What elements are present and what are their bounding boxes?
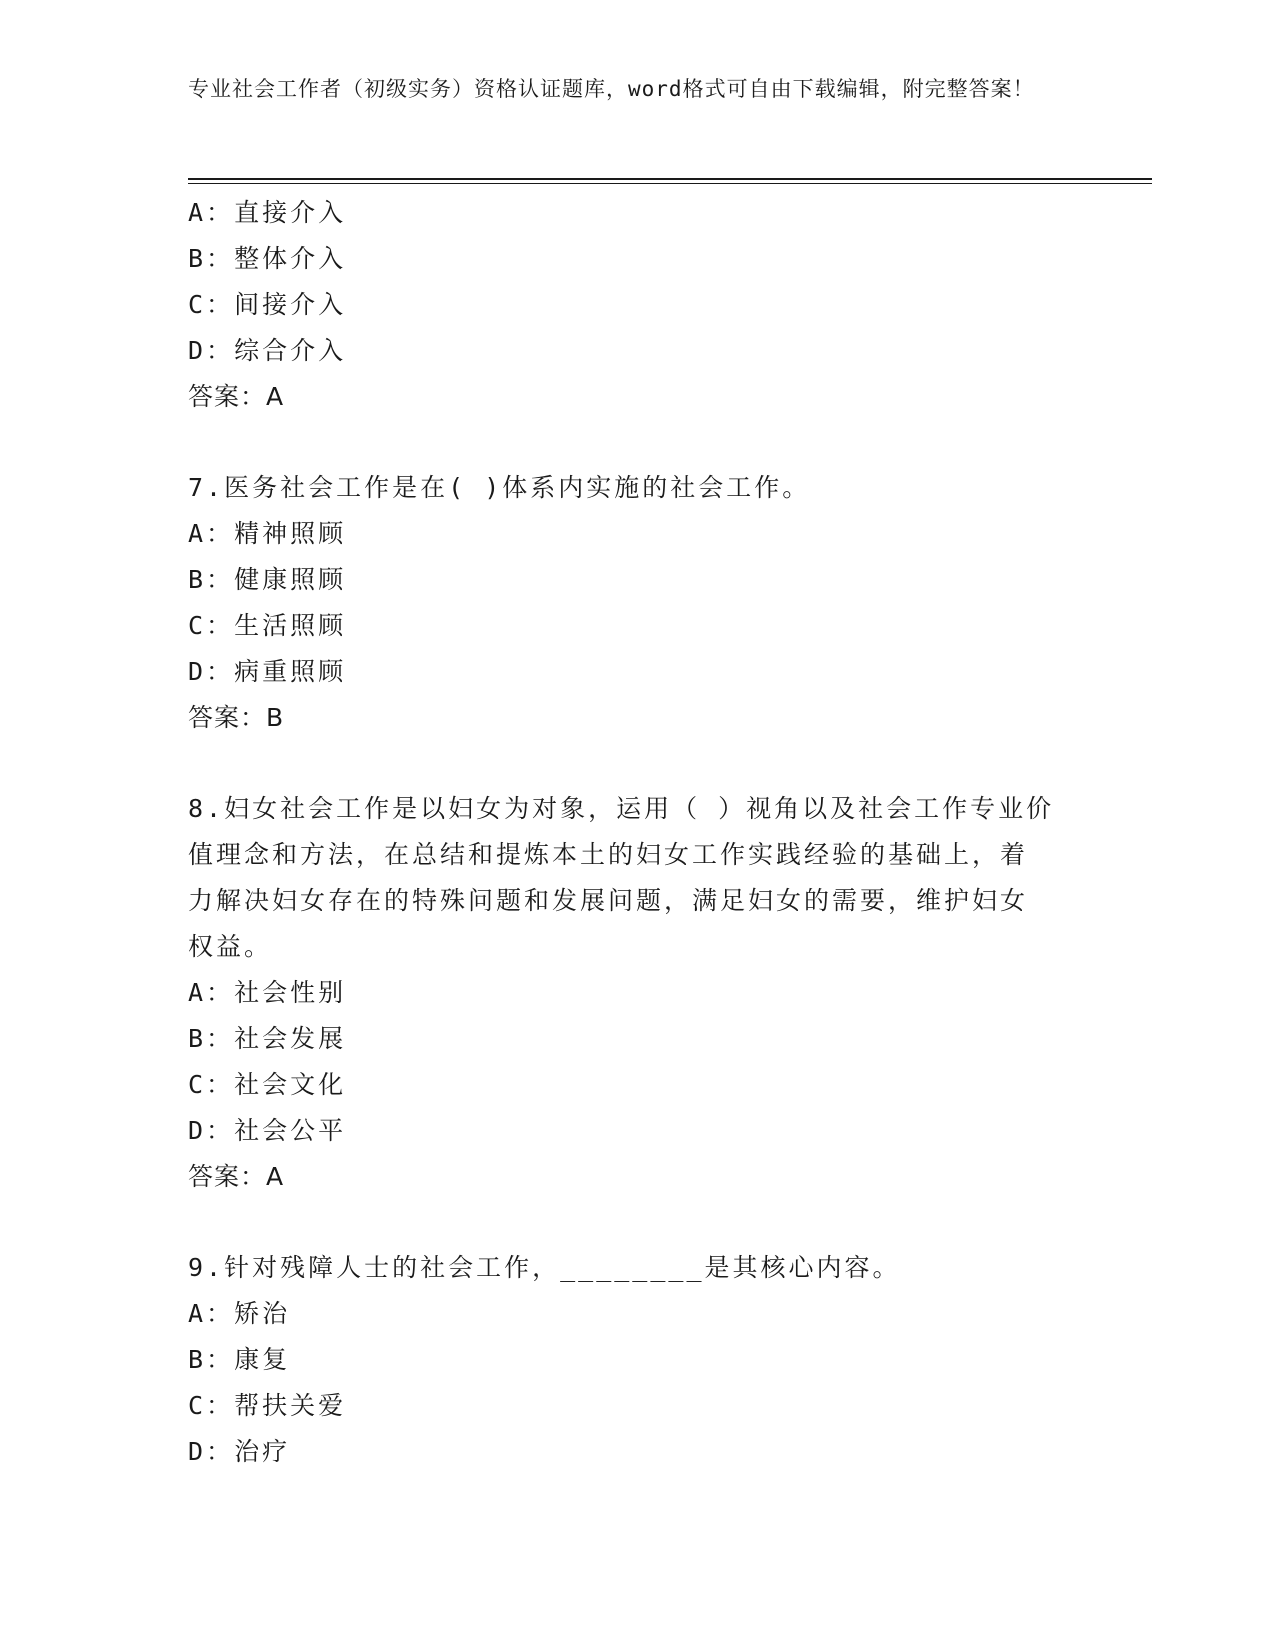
answer-line: 答案：A — [188, 382, 285, 411]
question-block-7 — [188, 465, 1078, 741]
option-a: A：精神照顾 — [188, 519, 347, 548]
spacer — [188, 741, 1078, 786]
question-block-8 — [188, 786, 1078, 1200]
option-a: A：直接介入 — [188, 198, 347, 227]
question-stem-line-4: 权益。 — [188, 932, 273, 961]
header-divider-thick — [188, 178, 1152, 180]
spacer — [188, 1200, 1078, 1245]
question-stem: 7.医务社会工作是在( )体系内实施的社会工作。 — [188, 473, 811, 502]
option-a: A：矫治 — [188, 1299, 291, 1328]
option-b: B：整体介入 — [188, 244, 347, 273]
question-stem-line-1: 8.妇女社会工作是以妇女为对象，运用（ ）视角以及社会工作专业价 — [188, 794, 1055, 823]
option-d: D：社会公平 — [188, 1116, 347, 1145]
question-content — [188, 190, 1078, 1475]
option-c: C：间接介入 — [188, 290, 347, 319]
question-stem-line-3: 力解决妇女存在的特殊问题和发展问题，满足妇女的需要，维护妇女 — [188, 886, 1029, 915]
spacer — [188, 420, 1078, 465]
option-b: B：康复 — [188, 1345, 291, 1374]
option-c: C：生活照顾 — [188, 611, 347, 640]
option-b: B：健康照顾 — [188, 565, 347, 594]
option-c: C：社会文化 — [188, 1070, 347, 1099]
option-c: C：帮扶关爱 — [188, 1391, 347, 1420]
answer-line: 答案：A — [188, 1162, 285, 1191]
option-b: B：社会发展 — [188, 1024, 347, 1053]
option-d: D：治疗 — [188, 1437, 291, 1466]
answer-line: 答案：B — [188, 703, 285, 732]
question-stem-line-2: 值理念和方法，在总结和提炼本土的妇女工作实践经验的基础上，着 — [188, 840, 1029, 869]
document-header: 专业社会工作者（初级实务）资格认证题库，word格式可自由下载编辑，附完整答案！ — [188, 77, 1035, 101]
question-block-prev — [188, 190, 1078, 420]
option-d: D：综合介入 — [188, 336, 347, 365]
question-stem: 9.针对残障人士的社会工作，________是其核心内容。 — [188, 1253, 901, 1282]
question-block-9 — [188, 1245, 1078, 1475]
option-a: A：社会性别 — [188, 978, 347, 1007]
header-divider-thin — [188, 183, 1152, 184]
option-d: D：病重照顾 — [188, 657, 347, 686]
